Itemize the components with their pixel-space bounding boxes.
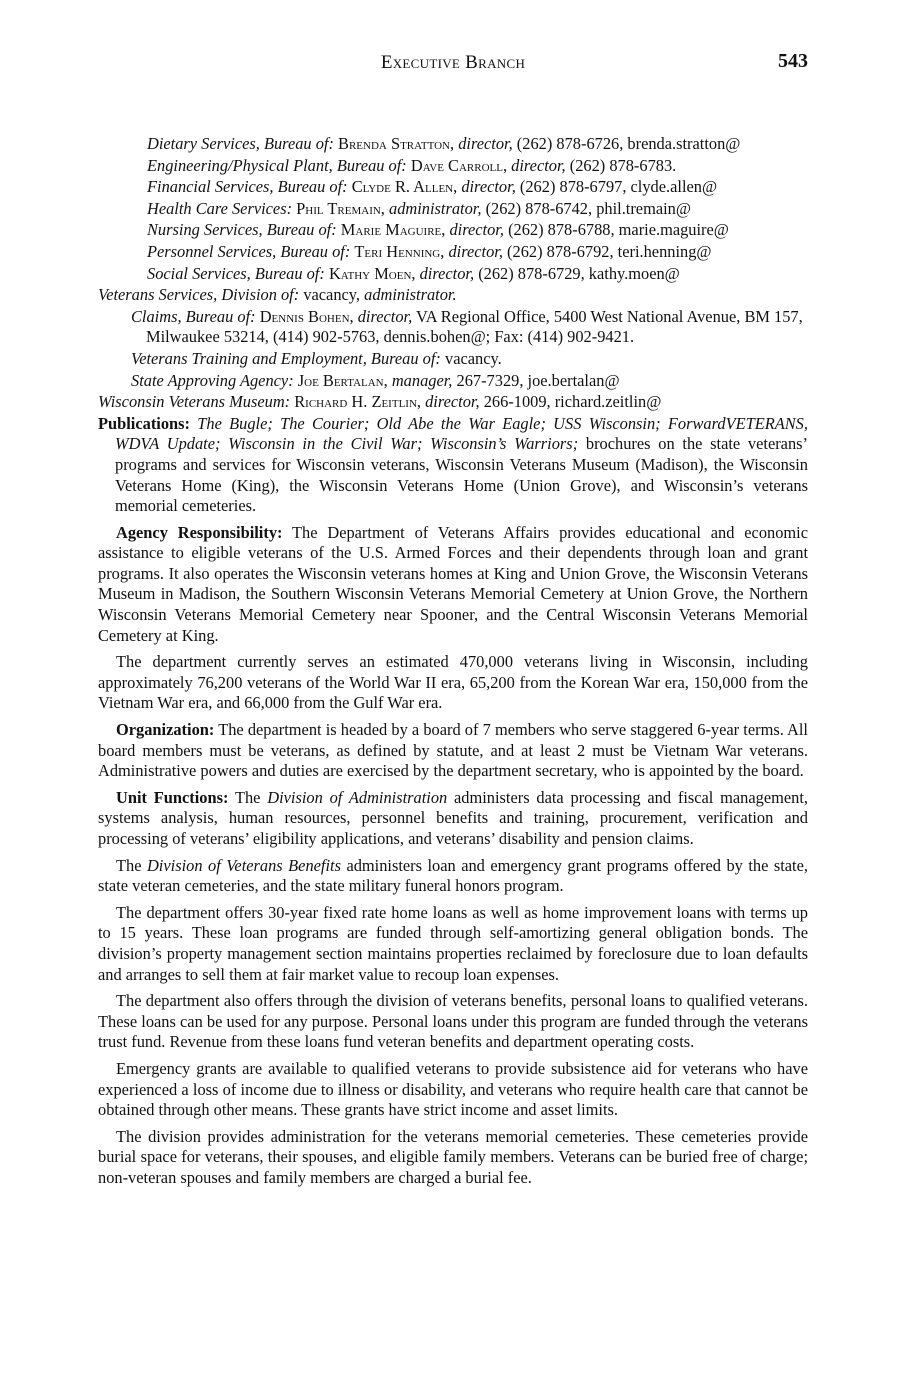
- entry-role: director,: [511, 155, 566, 175]
- directory-entry: [98, 242, 808, 263]
- entry-details: 266-1009, richard.zeitlin@: [483, 392, 662, 412]
- entry-name: Kathy Moen,: [328, 263, 416, 283]
- unit-functions-division: Division of Administration: [267, 787, 448, 807]
- organization-paragraph: [98, 720, 808, 782]
- unit-functions-pre: The: [234, 787, 261, 807]
- agency-responsibility-text: The Department of Veterans Affairs provides educational and economic assistance to eligible veterans of the U.S. Armed Forces and their dependents through loan and grant programs. It also operates the Wisconsin veterans homes at King and Union Grove, the Wisconsin Veterans Museum in Madison, the Southern Wisconsin Veterans Memorial Cemetery at Union Grove, the Northern Wisconsin Veterans Memorial Cemetery near Spooner, and the Central Wisconsin Veterans Memorial Cemetery at King.: [98, 522, 808, 645]
- veterans-benefits-division: Division of Veterans Benefits: [146, 855, 341, 875]
- organization-label: Organization:: [116, 720, 215, 740]
- entry-role: administrator,: [389, 198, 482, 218]
- directory-entry: [98, 177, 808, 198]
- agency-responsibility-label: Agency Responsibility:: [116, 522, 283, 542]
- entry-name: Clyde R. Allen,: [351, 177, 458, 197]
- entry-unit: Wisconsin Veterans Museum:: [98, 392, 291, 412]
- directory-entry: [98, 307, 808, 348]
- directory-entry: [98, 285, 808, 306]
- entry-details: vacancy.: [445, 348, 502, 368]
- veterans-benefits-pre: The: [116, 855, 142, 875]
- entry-details: (262) 878-6729, kathy.moen@: [478, 263, 680, 283]
- entry-details: (262) 878-6783.: [569, 155, 677, 175]
- entry-details: (262) 878-6788, marie.maguire@: [508, 220, 729, 240]
- entry-role: manager,: [391, 370, 453, 390]
- page-header: [98, 52, 808, 82]
- entry-unit: Personnel Services, Bureau of:: [147, 241, 351, 261]
- veterans-benefits-paragraph: [98, 856, 808, 897]
- entry-unit: Nursing Services, Bureau of:: [147, 220, 337, 240]
- entry-details: vacancy,: [303, 285, 361, 305]
- running-head: Executive Branch: [380, 52, 526, 73]
- entry-unit: Financial Services, Bureau of:: [147, 177, 348, 197]
- entry-unit: Engineering/Physical Plant, Bureau of:: [147, 155, 407, 175]
- home-loans-paragraph: The department offers 30-year fixed rate home loans as well as home improvement loans with terms up to 15 years. These loan programs are funded through self-amortizing general obligation bonds. The division’s property management section maintains properties reclaimed by foreclosure due to loan defaults and arranges to sell them at fair market value to recoup loan expenses.: [98, 902, 808, 984]
- directory-entry: [98, 392, 808, 413]
- entry-role: director,: [357, 306, 413, 326]
- cemeteries-paragraph: The division provides administration for the veterans memorial cemeteries. These cemeteries provide burial space for veterans, their spouses, and eligible family members. Veterans can be buried free of charge; non-veteran spouses and family members are charged a burial fee.: [98, 1126, 808, 1187]
- unit-functions-text: administers data processing and fiscal management, systems analysis, human resources, personnel benefits and training, procurement, verification and processing of veterans’ eligibility applications, and veterans’ disability and pension claims.: [98, 787, 808, 848]
- entry-unit: Veterans Training and Employment, Bureau of:: [131, 348, 441, 368]
- entry-name: Dennis Bohen,: [259, 306, 354, 326]
- entry-unit: State Approving Agency:: [131, 370, 294, 390]
- publications-titles: The Bugle; The Courier; Old Abe the War Eagle; USS Wisconsin; ForwardVETERANS, WDVA Update; Wisconsin in the Civil War; Wisconsin’s Warriors;: [115, 413, 808, 454]
- unit-functions-paragraph: [98, 788, 808, 850]
- entry-unit: Claims, Bureau of:: [131, 306, 256, 326]
- directory-entry: [98, 199, 808, 220]
- page-number: 543: [778, 50, 808, 72]
- publications-paragraph: [98, 414, 808, 517]
- directory-entry: [98, 371, 808, 392]
- entry-details: (262) 878-6797, clyde.allen@: [519, 177, 718, 197]
- directory-entry: [98, 220, 808, 241]
- entry-role: administrator.: [364, 285, 457, 305]
- entry-name: Dave Carroll,: [410, 155, 508, 175]
- directory-entry: [98, 264, 808, 285]
- entry-name: Marie Maguire,: [340, 220, 446, 240]
- page-content: [98, 134, 808, 1195]
- entry-name: Teri Henning,: [354, 241, 445, 261]
- directory-entry: [98, 156, 808, 177]
- unit-functions-label: Unit Functions:: [116, 787, 229, 807]
- directory-entry: Dietary Services, Bureau of: Brenda Stratton, director, (262) 878-6726, brenda.stratton@: [147, 134, 741, 153]
- entry-unit: Social Services, Bureau of:: [147, 263, 325, 283]
- entry-role: director,: [448, 241, 503, 261]
- organization-text: The department is headed by a board of 7 members who serve staggered 6-year terms. All board members must be veterans, as defined by statute, and at least 2 must be Vietnam War veterans. Administrative powers and duties are exercised by the department secretary, who is appointed by the board.: [98, 720, 808, 781]
- personal-loans-paragraph: The department also offers through the division of veterans benefits, personal loans to qualified veterans. These loans can be used for any purpose. Personal loans under this program are funded through the veterans trust fund. Revenue from these loans fund veteran benefits and department operating costs.: [98, 991, 808, 1052]
- entry-unit: Health Care Services:: [147, 198, 293, 218]
- serves-paragraph: The department currently serves an estimated 470,000 veterans living in Wisconsin, including approximately 76,200 veterans of the World War II era, 65,200 from the Korean War era, 150,000 from the Vietnam War era, and 66,000 from the Gulf War era.: [98, 652, 808, 713]
- directory-list: [98, 134, 808, 413]
- entry-name: Brenda Stratton: [338, 134, 450, 153]
- entry-details: VA Regional Office, 5400 West National Avenue, BM 157, Milwaukee 53214, (414) 902-5763, dennis.bohen@; Fax: (414) 902-9421.: [146, 306, 803, 347]
- directory-entry: [98, 349, 808, 370]
- entry-role: director,: [425, 392, 480, 412]
- publications-label: Publications:: [98, 413, 190, 433]
- entry-details: (262) 878-6742, phil.tremain@: [485, 198, 691, 218]
- entry-role: director,: [458, 134, 513, 153]
- entry-details: 267-7329, joe.bertalan@: [456, 370, 620, 390]
- entry-details: (262) 878-6726, brenda.stratton@: [516, 134, 741, 153]
- entry-details: (262) 878-6792, teri.henning@: [507, 241, 712, 261]
- entry-name: Richard H. Zeitlin,: [294, 392, 421, 412]
- entry-role: director,: [449, 220, 504, 240]
- entry-role: director,: [461, 177, 516, 197]
- emergency-grants-paragraph: Emergency grants are available to qualified veterans to provide subsistence aid for veterans who have experienced a loss of income due to illness or disability, and veterans who require health care that cannot be obtained through other means. These grants have strict income and asset limits.: [98, 1058, 808, 1120]
- entry-role: director,: [419, 263, 475, 283]
- publications-text: brochures on the state veterans’ programs and services for Wisconsin veterans, Wisconsin Veterans Museum (Madison), the Wisconsin Veterans Home (King), the Wisconsin Veterans Home (Union Grove), and Wisconsin’s veterans memorial cemeteries.: [115, 434, 808, 516]
- entry-unit: Dietary Services, Bureau of:: [147, 134, 334, 153]
- entry-name: Joe Bertalan,: [297, 370, 388, 390]
- entry-name: Phil Tremain,: [296, 198, 385, 218]
- agency-responsibility-paragraph: [98, 523, 808, 647]
- veterans-benefits-text: administers loan and emergency grant programs offered by the state, state veteran cemeteries, and the state military funeral honors program.: [98, 855, 808, 896]
- entry-unit: Veterans Services, Division of:: [98, 285, 300, 305]
